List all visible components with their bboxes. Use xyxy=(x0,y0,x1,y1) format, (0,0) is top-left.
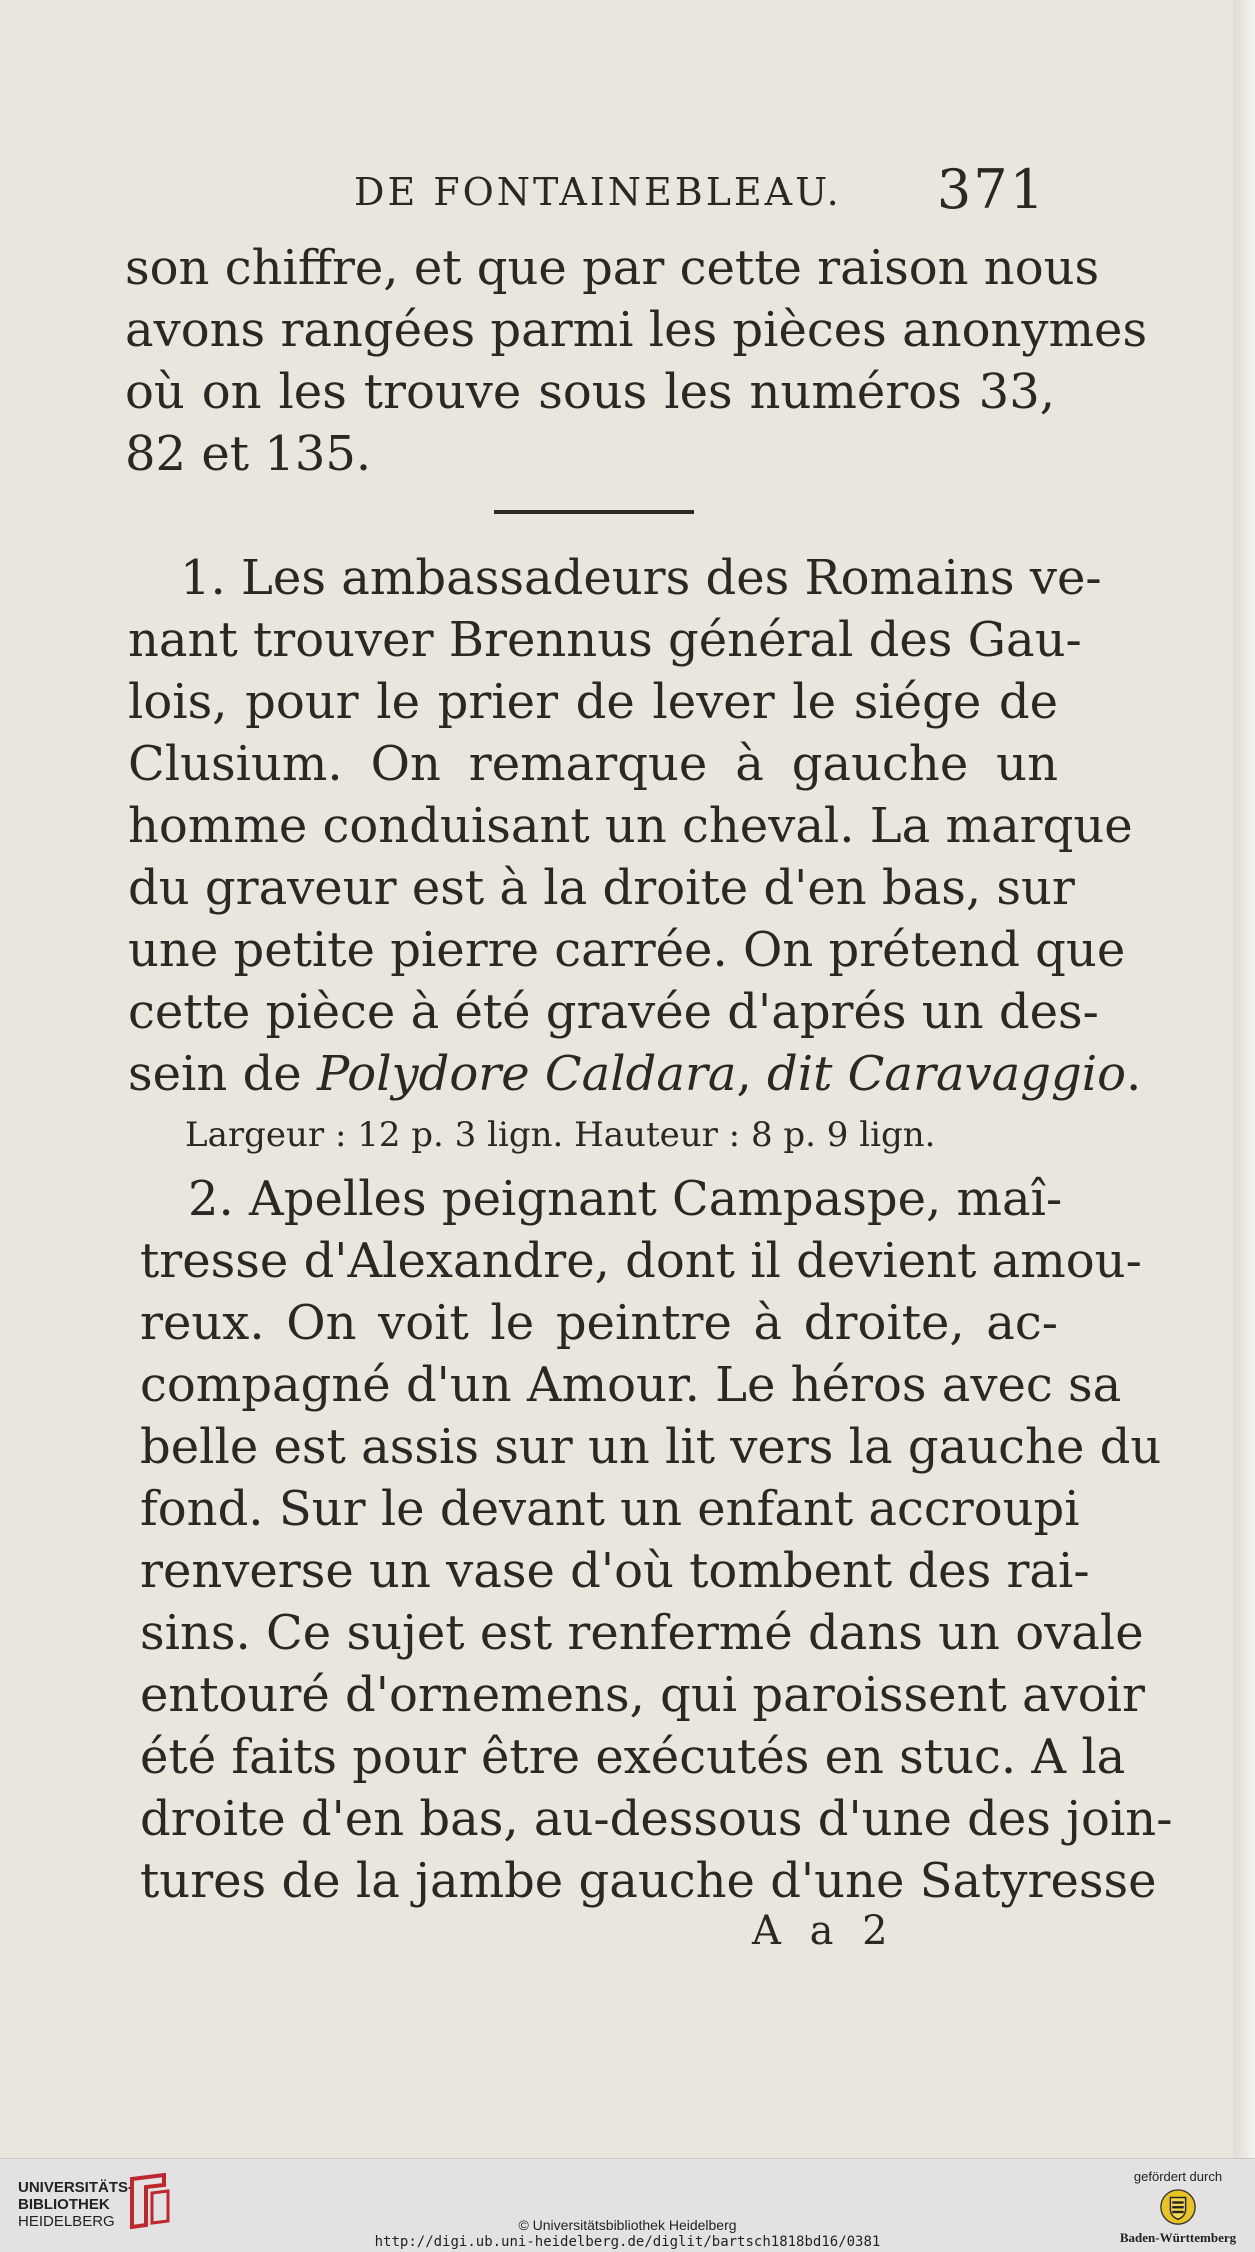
library-name-line-1: UNIVERSITÄTS- xyxy=(18,2179,134,2196)
text-line: une petite pierre carrée. On prétend que xyxy=(128,922,1126,978)
text-line: entouré d'ornemens, qui paroissent avoir xyxy=(140,1667,1145,1723)
text-line: compagné d'un Amour. Le héros avec sa xyxy=(140,1357,1122,1413)
text-line: été faits pour être exécutés en stuc. A la xyxy=(140,1729,1126,1785)
page-edge xyxy=(1233,0,1255,2158)
funder-block[interactable] xyxy=(1113,2169,1243,2246)
entry-1-heading-line: 1. Les ambassadeurs des Romains ve- xyxy=(180,550,1102,606)
text-line: homme conduisant un cheval. La marque xyxy=(128,798,1133,854)
attribution-line xyxy=(128,1043,1142,1105)
library-name-line-2: BIBLIOTHEK xyxy=(18,2196,110,2213)
text-fragment: sein de xyxy=(128,1046,317,1102)
text-line: Clusium. On remarque à gauche un xyxy=(128,736,1058,792)
text-line: tures de la jambe gauche d'une Satyresse xyxy=(140,1853,1157,1909)
text-line: du graveur est à la droite d'en bas, sur xyxy=(128,860,1075,916)
running-header xyxy=(354,158,1054,221)
copyright-notice xyxy=(0,2217,1255,2251)
artist-alias: dit Caravaggio xyxy=(767,1046,1126,1102)
text-line: son chiffre, et que par cette raison nous xyxy=(125,240,1100,296)
text-fragment: . xyxy=(1126,1046,1142,1102)
library-name-line-3: HEIDELBERG xyxy=(18,2213,115,2230)
text-line: avons rangées parmi les pièces anonymes xyxy=(125,302,1148,358)
text-line: lois, pour le prier de lever le siége de xyxy=(128,674,1058,730)
text-fragment: , xyxy=(736,1046,768,1102)
running-title: DE FONTAINEBLEAU. xyxy=(354,170,842,214)
copyright-text: © Universitätsbibliothek Heidelberg xyxy=(518,2217,737,2233)
funded-by-label: gefördert durch xyxy=(1133,2169,1223,2184)
viewer-footer xyxy=(0,2158,1255,2252)
text-line: sins. Ce sujet est renfermé dans un ovale xyxy=(140,1605,1144,1661)
dimensions-line: Largeur : 12 p. 3 lign. Hauteur : 8 p. 9 lign. xyxy=(185,1115,936,1155)
text-line: cette pièce à été gravée d'aprés un des- xyxy=(128,984,1099,1040)
text-line: où on les trouve sous les numéros 33, xyxy=(125,364,1055,420)
entry-2-heading-line: 2. Apelles peignant Campaspe, maî- xyxy=(188,1171,1063,1227)
section-divider xyxy=(494,510,694,514)
text-line: tresse d'Alexandre, dont il devient amou- xyxy=(140,1233,1142,1289)
text-line: fond. Sur le devant un enfant accroupi xyxy=(140,1481,1080,1537)
signature-mark: A a 2 xyxy=(752,1908,896,1954)
text-line: belle est assis sur un lit vers la gauche du xyxy=(140,1419,1162,1475)
artist-name: Polydore Caldara xyxy=(316,1046,737,1102)
text-line: reux. On voit le peintre à droite, ac- xyxy=(140,1295,1058,1351)
permalink[interactable]: http://digi.ub.uni-heidelberg.de/diglit/bartsch1818bd16/0381 xyxy=(374,2234,881,2250)
text-line: 82 et 135. xyxy=(125,426,372,482)
text-line: renverse un vase d'où tombent des rai- xyxy=(140,1543,1090,1599)
coat-of-arms-icon xyxy=(1159,2188,1197,2226)
funder-name: Baden-Württemberg xyxy=(1119,2230,1237,2245)
text-line: droite d'en bas, au-dessous d'une des join- xyxy=(140,1791,1173,1847)
page-number: 371 xyxy=(936,158,1046,221)
text-line: nant trouver Brennus général des Gau- xyxy=(128,612,1082,668)
